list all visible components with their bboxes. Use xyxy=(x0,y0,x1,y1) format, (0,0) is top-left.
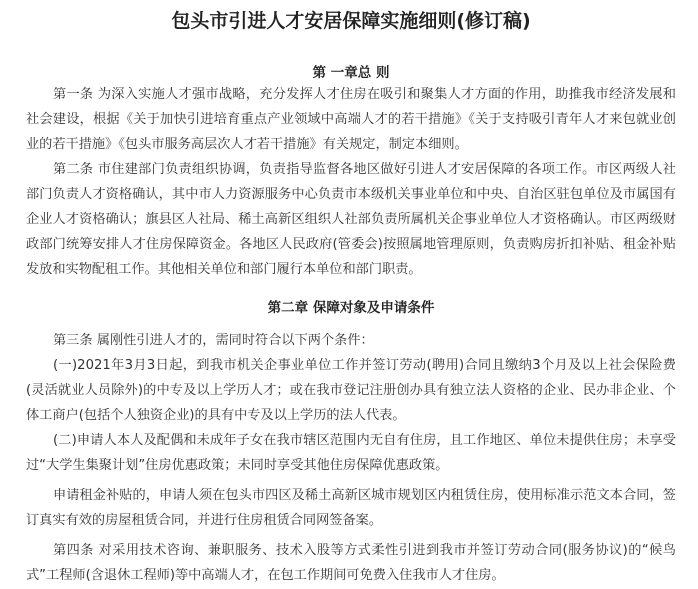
article-2: 第二条 市住建部门负责组织协调，负责指导监督各地区做好引进人才安居保障的各项工作。市区两级人社部门负责人才资格确认，其中市人力资源服务中心负责市本级机关事业单位和中央、自治区驻包单位及市属国有企业人才资格确认；旗县区人社局、稀土高新区组织人社部负责所属机关企事业单位人才资格确认。市区两级财政部门统筹安排人才住房保障资金。各地区人民政府(管委会)按照属地管理原则，负责购房折扣补贴、租金补贴发放和实物配租工作。其他相关单位和部门履行本单位和部门职责。 xyxy=(26,162,676,277)
article-1: 第一条 为深入实施人才强市战略，充分发挥人才住房在吸引和聚集人才方面的作用，助推我市经济发展和社会建设，根据《关于加快引进培育重点产业领域中高端人才的若干措施》《关于支持吸引青年人才来包就业创业的若干措施》《包头市服务高层次人才若干措施》有关规定，制定本细则。 xyxy=(26,87,676,152)
article-4: 第四条 对采用技术咨询、兼职服务、技术入股等方式柔性引进到我市并签订劳动合同(服务协议)的“候鸟式”工程师(含退休工程师)等中高端人才，在包工作期间可免费入住我市人才住房。 xyxy=(26,543,676,583)
chapter-2-heading: 第二章 保障对象及申请条件 xyxy=(267,300,435,316)
document-title: 包头市引进人才安居保障实施细则(修订稿) xyxy=(171,10,531,32)
article-3-item-2: (二)申请人本人及配偶和未成年子女在我市辖区范围内无自有住房，且工作地区、单位未提供住房；未享受过“大学生集聚计划”住房优惠政策；未同时享受其他住房保障优惠政策。 xyxy=(26,433,676,473)
article-3-item-1: (一)2021年3月3日起，到我市机关企事业单位工作并签订劳动(聘用)合同且缴纳3个月及以上社会保险费(灵活就业人员除外)的中专及以上学历人才；或在我市登记注册创办具有独立法人资格的企业、民办非企业、个体工商户(包括个人独资企业)的具有中专及以上学历的法人代表。 xyxy=(26,358,676,423)
rent-subsidy-paragraph: 申请租金补贴的，申请人须在包头市四区及稀土高新区城市规划区内租赁住房，使用标准示范文本合同，签订真实有效的房屋租赁合同，并进行住房租赁合同网签备案。 xyxy=(26,488,676,528)
article-3: 第三条 属刚性引进人才的，需同时符合以下两个条件： xyxy=(53,333,374,348)
chapter-1-heading: 第 一章总 则 xyxy=(312,65,390,81)
